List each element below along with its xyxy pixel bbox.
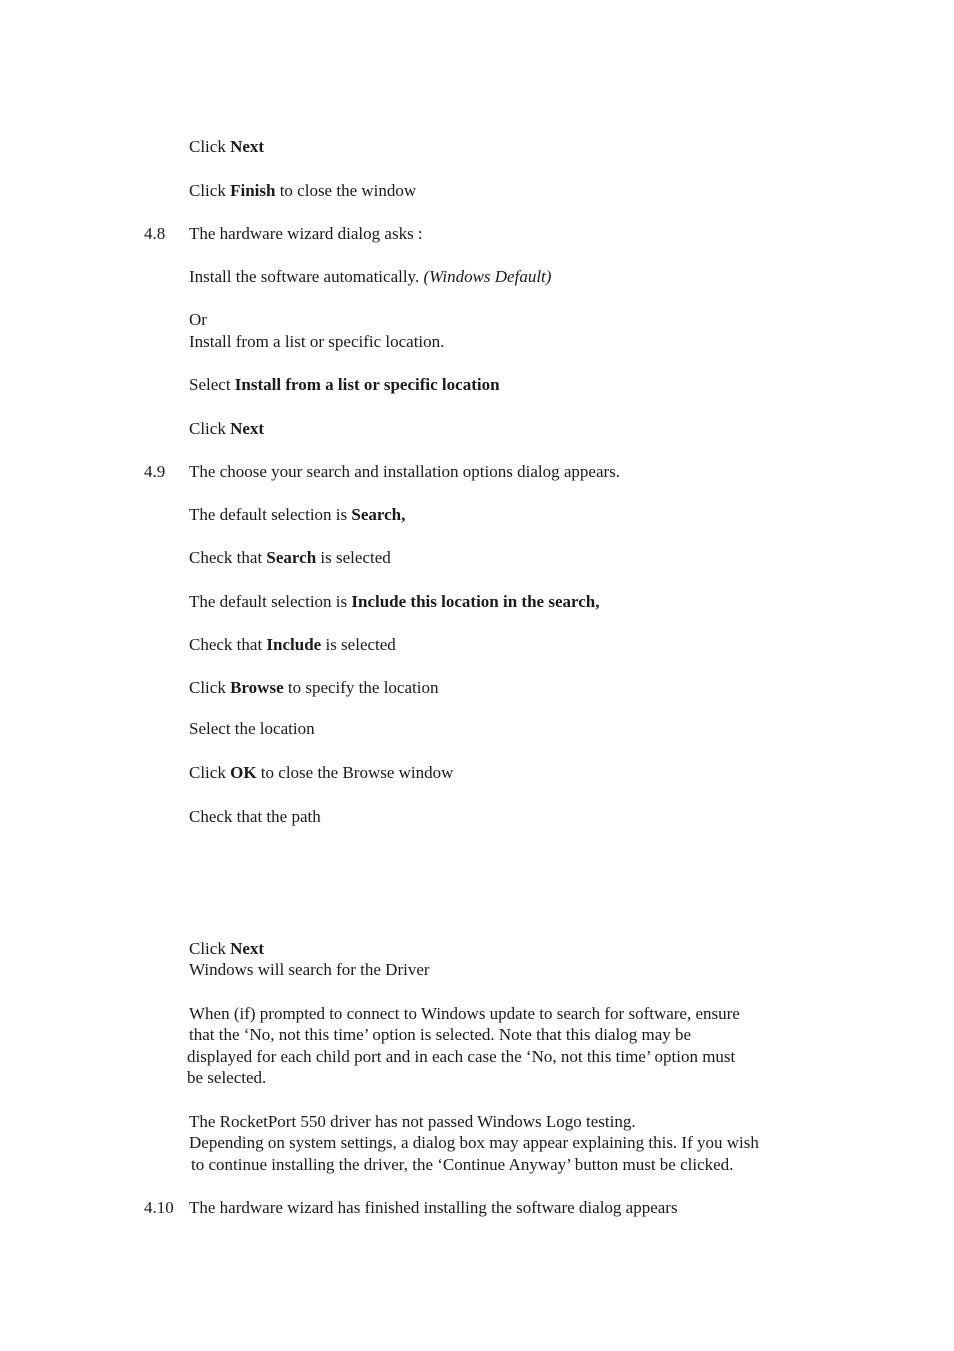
text: Check that xyxy=(189,548,267,567)
text: Click xyxy=(189,137,231,156)
text: is selected xyxy=(321,635,396,654)
text: Click xyxy=(189,419,231,438)
windows-update-paragraph-line: that the ‘No, not this time’ option is selected. Note that this dialog may be xyxy=(189,1025,692,1044)
bold-term: OK xyxy=(230,763,257,782)
text: Check that xyxy=(189,635,267,654)
option-install-automatically xyxy=(189,267,551,287)
instruction-select-install-from-list xyxy=(189,375,500,395)
bold-term: Search, xyxy=(351,505,406,524)
logo-testing-paragraph-line: The RocketPort 550 driver has not passed Windows Logo testing. xyxy=(189,1112,636,1131)
section-number-4-8: 4.8 xyxy=(144,224,166,243)
windows-update-paragraph-line: displayed for each child port and in each case the ‘No, not this time’ option must xyxy=(187,1047,736,1066)
section-number-4-9: 4.9 xyxy=(144,462,166,481)
logo-testing-paragraph-line: to continue installing the driver, the ‘Continue Anyway’ button must be clicked. xyxy=(191,1155,734,1174)
windows-update-paragraph-line: be selected. xyxy=(187,1068,267,1087)
text: Click xyxy=(189,939,231,958)
bold-term: Search xyxy=(266,548,317,567)
text: The default selection is xyxy=(189,505,352,524)
default-selection-include xyxy=(189,592,599,612)
search-driver-text: Windows will search for the Driver xyxy=(189,960,430,979)
section-4-10-heading: The hardware wizard has finished installing the software dialog appears xyxy=(189,1198,678,1217)
instruction-click-browse xyxy=(189,678,438,698)
text: Click xyxy=(189,763,231,782)
text: to close the Browse window xyxy=(256,763,454,782)
instruction-check-path: Check that the path xyxy=(189,807,321,826)
text: Select xyxy=(189,375,235,394)
italic-note: (Windows Default) xyxy=(423,267,552,286)
section-4-9-heading: The choose your search and installation options dialog appears. xyxy=(189,462,621,481)
text: is selected xyxy=(316,548,391,567)
bold-term: Browse xyxy=(230,678,284,697)
instruction-select-location: Select the location xyxy=(189,719,315,738)
section-4-8-heading: The hardware wizard dialog asks : xyxy=(189,224,423,243)
text: The default selection is xyxy=(189,592,352,611)
instruction-click-next xyxy=(189,137,264,157)
bold-term: Next xyxy=(230,419,265,438)
text: Click xyxy=(189,181,231,200)
bold-term: Next xyxy=(230,939,265,958)
text: to close the window xyxy=(275,181,417,200)
bold-term: Next xyxy=(230,137,265,156)
section-number-4-10: 4.10 xyxy=(144,1198,174,1217)
bold-term: Include this location in the search, xyxy=(351,592,600,611)
instruction-click-next xyxy=(189,419,264,439)
bold-term: Install from a list or specific location xyxy=(234,375,500,394)
or-text: Or xyxy=(189,310,207,329)
text: Install the software automatically. xyxy=(189,267,424,286)
logo-testing-paragraph-line: Depending on system settings, a dialog box may appear explaining this. If you wish xyxy=(189,1133,759,1152)
check-search-selected xyxy=(189,548,391,568)
windows-update-paragraph-line: When (if) prompted to connect to Windows update to search for software, ensure xyxy=(189,1004,740,1023)
instruction-click-ok xyxy=(189,763,453,783)
option-install-from-list: Install from a list or specific location. xyxy=(189,332,445,351)
instruction-click-next xyxy=(189,939,264,959)
check-include-selected xyxy=(189,635,396,655)
text: to specify the location xyxy=(283,678,439,697)
bold-term: Finish xyxy=(230,181,276,200)
instruction-click-finish xyxy=(189,181,416,201)
bold-term: Include xyxy=(266,635,322,654)
default-selection-search xyxy=(189,505,405,525)
text: Click xyxy=(189,678,231,697)
